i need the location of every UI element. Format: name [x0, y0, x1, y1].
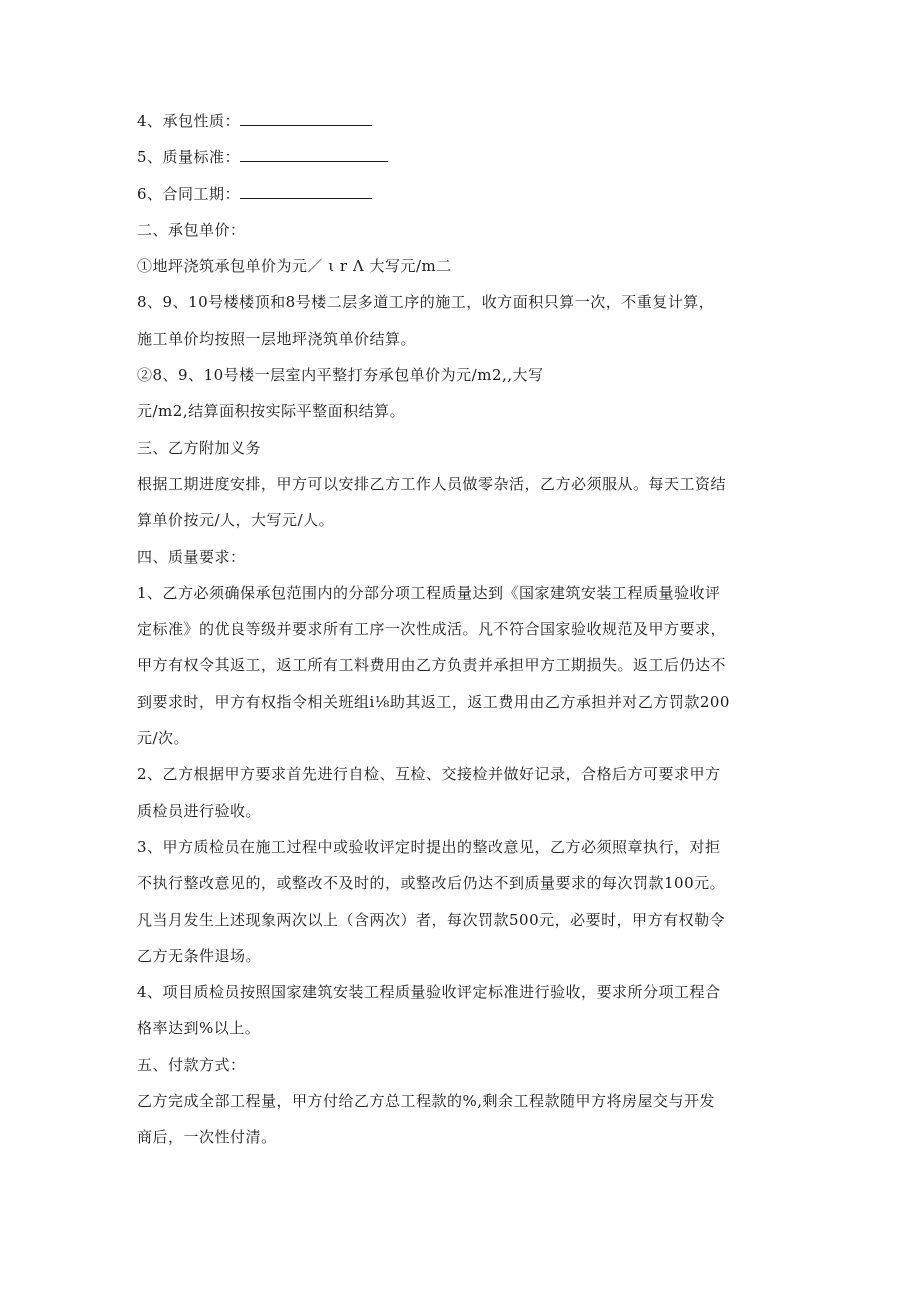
paragraph-line: 甲方有权令其返工，返工所有工料费用由乙方负责并承担甲方工期损失。返工后仍达不 — [137, 656, 727, 675]
item-contract-period — [137, 185, 787, 203]
document-body — [137, 112, 787, 1165]
paragraph-line: 乙方无条件退场。 — [137, 946, 262, 965]
line-text: 6、合同工期： — [137, 184, 241, 203]
paragraph-line: 4、项目质检员按照国家建筑安装工程质量验收评定标准进行验收，要求所分项工程合 — [137, 983, 721, 1002]
section-heading: 五、付款方式： — [137, 1055, 246, 1074]
paragraph-line: ②8、9、10号楼一层室内平整打夯承包单价为元/m2,,大写 — [137, 366, 544, 385]
paragraph-line: 元/m2,结算面积按实际平整面积结算。 — [137, 402, 406, 421]
section-heading: 三、乙方附加义务 — [137, 438, 262, 457]
line-text: 5、质量标准： — [137, 148, 241, 167]
blank-field — [240, 148, 388, 162]
paragraph-line: 算单价按元/人，大写元/人。 — [137, 511, 335, 530]
blank-field — [240, 185, 372, 199]
paragraph-line: ①地坪浇筑承包单价为元／ ι r Λ 大写元/m二 — [137, 257, 452, 276]
paragraph-line: 商后，一次性付清。 — [137, 1128, 277, 1147]
paragraph-line: 不执行整改意见的，或整改不及时的，或整改后仍达不到质量要求的每次罚款100元。 — [137, 874, 726, 893]
section-heading: 四、质量要求： — [137, 547, 246, 566]
paragraph-line: 到要求时，甲方有权指令相关班组i⅛助其返工，返工费用由乙方承担并对乙方罚款200 — [137, 692, 730, 711]
item-contract-nature — [137, 112, 787, 130]
line-text: 4、承包性质： — [137, 112, 241, 130]
paragraph-line: 施工单价均按照一层地坪浇筑单价结算。 — [137, 329, 417, 348]
paragraph-line: 元/次。 — [137, 729, 190, 748]
paragraph-line: 质检员进行验收。 — [137, 801, 262, 820]
item-quality-standard — [137, 148, 787, 166]
paragraph-line: 格率达到%以上。 — [137, 1019, 261, 1038]
paragraph-line: 1、乙方必须确保承包范围内的分部分项工程质量达到《国家建筑安装工程质量验收评 — [137, 583, 721, 602]
paragraph-line: 凡当月发生上述现象两次以上（含两次）者，每次罚款500元，必要时，甲方有权勒令 — [137, 910, 726, 929]
paragraph-line: 8、9、10号楼楼顶和8号楼二层多道工序的施工，收方面积只算一次，不重复计算， — [137, 293, 715, 312]
paragraph-line: 根据工期进度安排，甲方可以安排乙方工作人员做零杂活，乙方必须服从。每天工资结 — [137, 474, 727, 493]
paragraph-line: 2、乙方根据甲方要求首先进行自检、互检、交接检并做好记录，合格后方可要求甲方 — [137, 765, 721, 784]
paragraph-line: 定标准》的优良等级并要求所有工序一次性成活。凡不符合国家验收规范及甲方要求， — [137, 620, 727, 639]
paragraph-line: 3、甲方质检员在施工过程中或验收评定时提出的整改意见，乙方必须照章执行，对拒 — [137, 837, 721, 856]
section-heading: 二、承包单价： — [137, 220, 246, 239]
paragraph-line: 乙方完成全部工程量，甲方付给乙方总工程款的%,剩余工程款随甲方将房屋交与开发 — [137, 1092, 716, 1111]
blank-field — [240, 112, 372, 126]
